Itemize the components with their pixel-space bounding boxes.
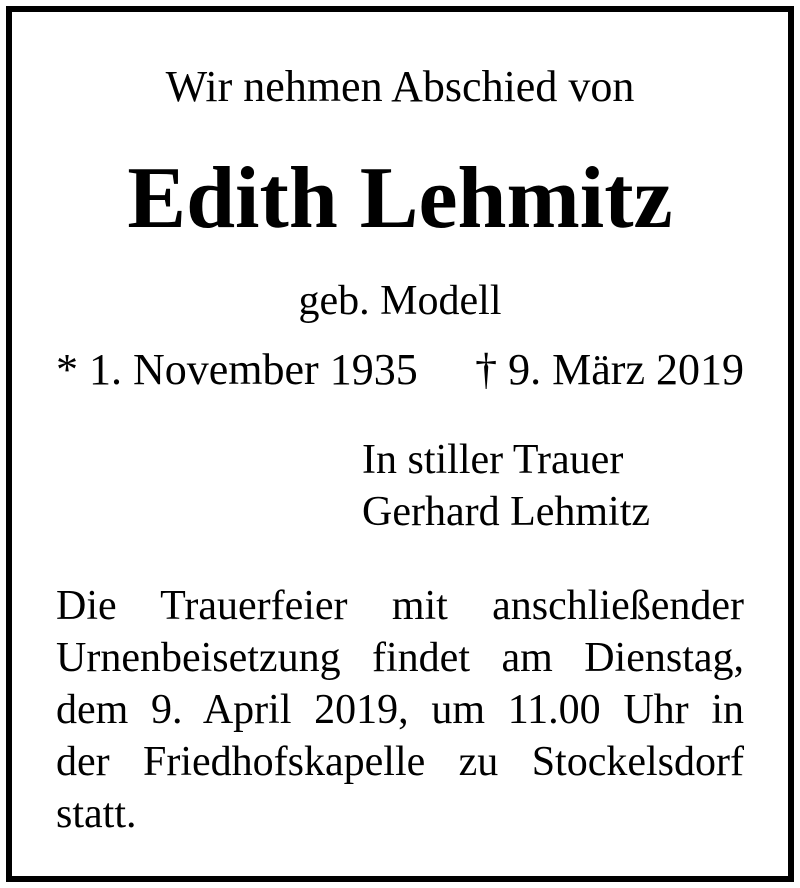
deceased-name: Edith Lehmitz	[127, 150, 673, 247]
birth-date: * 1. November 1935	[56, 345, 418, 394]
notice-line: Urnenbeisetzung findet am Dienstag,	[56, 635, 744, 681]
notice-line: statt.	[56, 791, 137, 837]
death-date: † 9. März 2019	[475, 345, 744, 394]
mourning-phrase: In stiller Trauer	[362, 437, 624, 483]
maiden-name: geb. Modell	[298, 278, 502, 324]
notice-line: der Friedhofskapelle zu Stockelsdorf	[56, 739, 744, 785]
mourners-block	[362, 434, 650, 538]
mourner-name: Gerhard Lehmitz	[362, 489, 651, 535]
notice-line: Die Trauerfeier mit anschließender	[56, 583, 744, 629]
obituary-frame	[6, 6, 794, 882]
intro-text: Wir nehmen Abschied von	[165, 62, 635, 111]
funeral-notice	[56, 580, 744, 840]
notice-line: dem 9. April 2019, um 11.00 Uhr in	[56, 687, 744, 733]
